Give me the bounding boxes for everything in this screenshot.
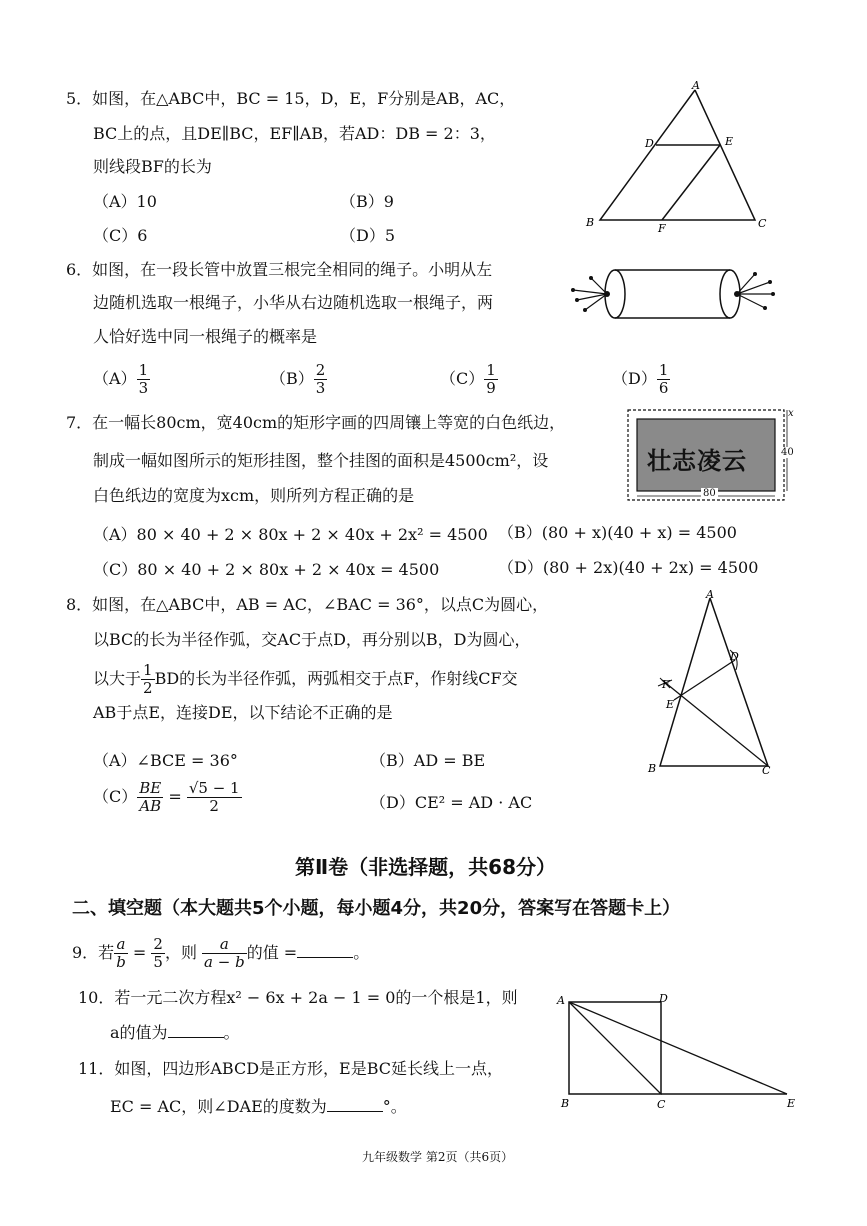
q9-answer-blank[interactable]	[297, 943, 353, 958]
q6-option-a-num: 1	[138, 361, 149, 379]
q11-label-c: C	[657, 1098, 666, 1111]
q7-picture-figure	[625, 407, 795, 503]
q7-dim-height: 40	[781, 447, 794, 458]
q5-label-a: A	[692, 80, 700, 92]
q6-line1: 6．如图，在一段长管中放置三根完全相同的绳子。小明从左	[66, 260, 493, 279]
q10-line1: 10．若一元二次方程x² − 6x + 2a − 1 = 0的一个根是1，则	[78, 988, 518, 1007]
q7-line1: 7．在一幅长80cm，宽40cm的矩形字画的四周镶上等宽的白色纸边，	[66, 413, 566, 432]
q6-option-d-den: 6	[658, 379, 669, 397]
q8-line4: AB于点E，连接DE，以下结论不正确的是	[93, 703, 393, 722]
page-footer: 九年级数学 第2页（共6页）	[362, 1150, 514, 1164]
q6-tube-figure	[565, 260, 780, 330]
q5-option-b: （B）9	[340, 192, 394, 211]
q5-option-d: （D）5	[340, 226, 396, 245]
q9-pre: 9．若	[72, 943, 115, 962]
q9-f3-num: a	[202, 936, 247, 954]
q7-option-a: （A）80 × 40 + 2 × 80x + 2 × 40x + 2x² = 4500	[93, 525, 488, 544]
q8-option-c-eq: =	[168, 787, 182, 806]
q5-line3: 则线段BF的长为	[93, 157, 212, 176]
q6-option-d	[612, 362, 670, 397]
q7-picture-text: 壮志凌云	[647, 447, 747, 475]
q7-option-b: （B）(80 + x)(40 + x) = 4500	[498, 523, 737, 542]
q8-option-a: （A）∠BCE = 36°	[93, 751, 238, 770]
q9-line	[72, 936, 369, 971]
q11-line2	[110, 1097, 407, 1117]
q8-line3-pre: 以大于	[93, 669, 142, 688]
q6-option-b-label: （B）	[270, 369, 314, 388]
q6-line2: 边随机选取一根绳子，小华从右边随机选取一根绳子，两	[93, 293, 494, 312]
q8-label-f: F	[662, 678, 670, 691]
q7-line2: 制成一幅如图所示的矩形挂图，整个挂图的面积是4500cm²，设	[93, 451, 549, 470]
q6-option-a-label: （A）	[93, 369, 137, 388]
q11-label-d: D	[659, 992, 668, 1005]
q8-label-d: D	[730, 650, 739, 663]
q8-option-c-num-right: √5 − 1	[188, 779, 240, 797]
q9-end: 。	[353, 943, 370, 962]
q7-option-d: （D）(80 + 2x)(40 + 2x) = 4500	[498, 558, 759, 577]
q8-label-c: C	[762, 764, 771, 777]
q7-dim-width: 80	[703, 488, 716, 499]
q8-option-b: （B）AD = BE	[370, 751, 486, 770]
q8-label-b: B	[648, 762, 657, 775]
q8-line2: 以BC的长为半径作弧，交AC于点D，再分别以B，D为圆心，	[93, 630, 531, 649]
q6-option-c-den: 9	[486, 379, 496, 397]
q6-option-b	[270, 362, 327, 397]
q6-option-a	[93, 362, 150, 397]
q5-line2: BC上的点，且DE∥BC，EF∥AB，若AD：DB = 2：3，	[93, 124, 496, 143]
q8-line3	[93, 662, 518, 697]
q8-label-e: E	[666, 698, 675, 711]
q6-option-c-num: 1	[486, 361, 496, 379]
q8-option-c	[93, 780, 242, 815]
q8-option-c-num-left: BE	[139, 779, 162, 797]
q7-option-c: （C）80 × 40 + 2 × 80x + 2 × 40x = 4500	[93, 560, 440, 579]
q10-end: 。	[223, 1023, 240, 1042]
q9-post: 的值 =	[246, 943, 298, 962]
q6-option-b-num: 2	[315, 361, 326, 379]
q11-label-b: B	[561, 1097, 570, 1110]
q5-line1: 5．如图，在△ABC中，BC = 15，D，E，F分别是AB，AC，	[66, 89, 516, 108]
q11-label-a: A	[557, 994, 565, 1007]
q9-f3-den: a − b	[204, 953, 245, 971]
q11-square-figure	[555, 990, 805, 1115]
q9-f1-num: a	[114, 936, 128, 954]
q10-answer-blank[interactable]	[168, 1023, 224, 1038]
q5-label-b: B	[586, 216, 595, 229]
q7-dim-x: x	[788, 408, 794, 419]
q6-option-d-label: （D）	[612, 369, 657, 388]
q11-line2-text: EC = AC，则∠DAE的度数为	[110, 1097, 327, 1116]
section2-part-title: 二、填空题（本大题共5个小题，每小题4分，共20分，答案写在答题卡上）	[72, 898, 681, 919]
q9-f2-den: 5	[153, 953, 163, 971]
q6-option-a-den: 3	[138, 379, 149, 397]
q6-option-b-den: 3	[315, 379, 326, 397]
q10-line2-text: a的值为	[110, 1023, 168, 1042]
q5-label-e: E	[725, 135, 734, 148]
q9-mid1: =	[132, 943, 147, 962]
q10-line2	[110, 1023, 240, 1043]
q8-line1: 8．如图，在△ABC中，AB = AC，∠BAC = 36°，以点C为圆心，	[66, 595, 549, 614]
q11-end: °。	[382, 1097, 407, 1116]
q5-triangle-figure	[580, 80, 770, 235]
q11-line1: 11．如图，四边形ABCD是正方形，E是BC延长线上一点，	[78, 1059, 504, 1078]
q8-triangle-figure	[640, 588, 790, 783]
q5-label-f: F	[658, 222, 666, 235]
q8-line3-den: 2	[143, 679, 153, 697]
q8-line3-num: 1	[143, 661, 153, 679]
q9-f2-num: 2	[153, 935, 163, 953]
q6-option-c	[440, 362, 498, 397]
q9-f1-den: b	[116, 953, 126, 971]
q6-option-c-label: （C）	[440, 369, 485, 388]
q6-line3: 人恰好选中同一根绳子的概率是	[93, 327, 318, 346]
q9-mid2: ，则	[164, 943, 197, 962]
section2-title: 第Ⅱ卷（非选择题，共68分）	[295, 855, 557, 879]
q11-answer-blank[interactable]	[327, 1097, 383, 1112]
q8-line3-post: BD的长为半径作弧，两弧相交于点F，作射线CF交	[154, 669, 518, 688]
q5-label-d: D	[645, 137, 654, 150]
q5-option-c: （C）6	[93, 226, 148, 245]
q11-label-e: E	[787, 1097, 796, 1110]
q6-option-d-num: 1	[658, 361, 669, 379]
q5-label-c: C	[758, 217, 767, 230]
q8-label-a: A	[706, 588, 714, 601]
q5-option-a: （A）10	[93, 192, 157, 211]
q8-option-c-den-left: AB	[139, 797, 162, 815]
q7-line3: 白色纸边的宽度为xcm，则所列方程正确的是	[93, 486, 415, 505]
q8-option-c-den-right: 2	[209, 797, 219, 815]
q8-option-d: （D）CE² = AD · AC	[370, 793, 533, 812]
q8-option-c-label: （C）	[93, 787, 138, 806]
